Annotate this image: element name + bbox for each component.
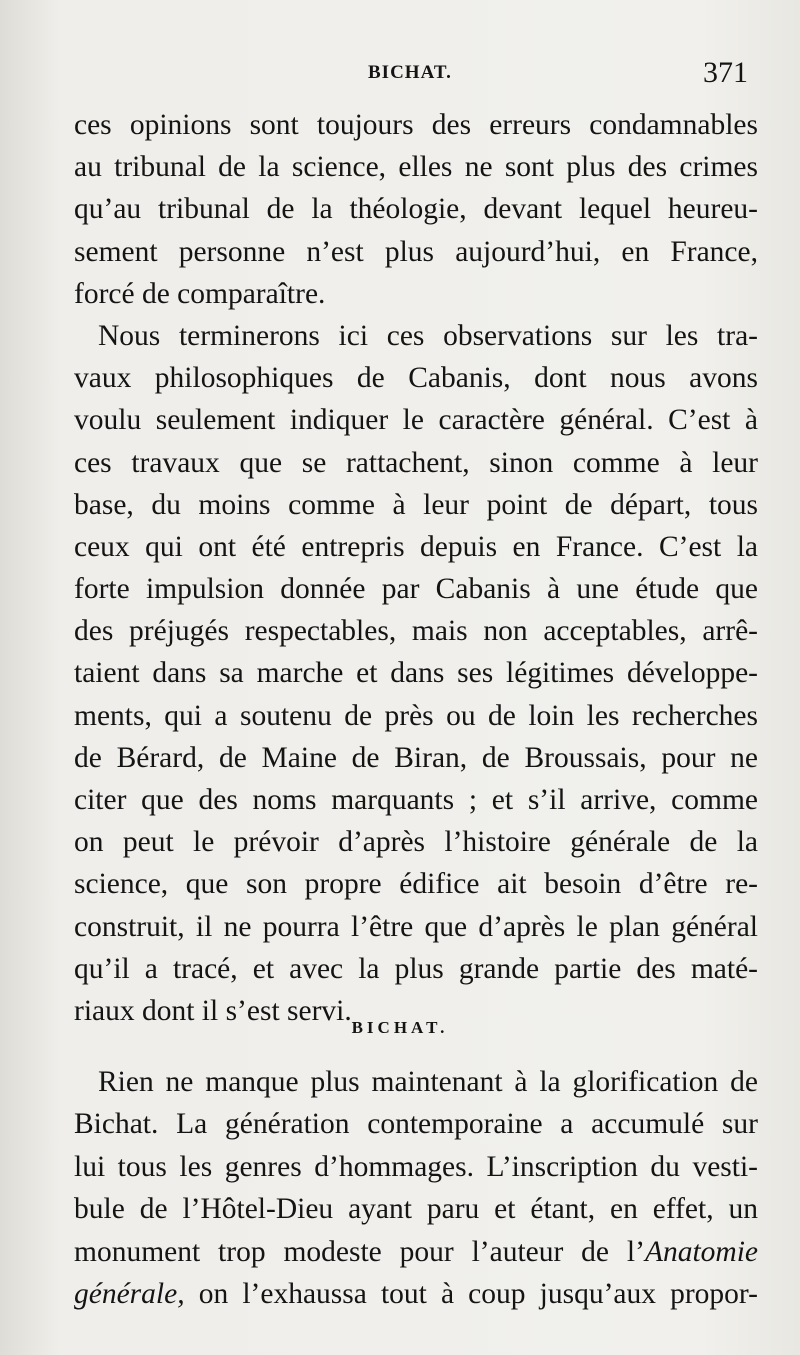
text-line: lui tous les genres d’hommages. L’inscription du vesti- [74,1150,758,1183]
page-header [0,56,800,96]
running-title: BICHAT. [368,62,452,83]
text-line: Rien ne manque plus maintenant à la glorification de [98,1066,758,1098]
body-text-upper [74,104,758,1032]
text-line: construit, il ne pourra l’être que d’après le plan général [74,910,758,943]
text-line: sement personne n’est plus aujourd’hui, en France, [74,235,758,268]
italic-title-text: générale, [74,1277,185,1310]
italic-title-text: Anatomie [644,1235,758,1268]
text-line: ces travaux que se rattachent, sinon comme à leur [74,446,758,479]
text-line: de Bérard, de Maine de Biran, de Broussais, pour ne [74,741,758,774]
text-line [74,1273,758,1315]
text-line: ceux qui ont été entrepris depuis en France. C’est la [74,530,758,563]
text-line: voulu seulement indiquer le caractère général. C’est à [74,404,758,437]
text-line: forte impulsion donnée par Cabanis à une étude que [74,573,758,606]
text-line: riaux dont il s’est servi. [74,994,352,1027]
text-line: forcé de comparaître. [74,277,326,310]
paragraph-3 [74,1061,758,1315]
body-text-lower [74,1061,758,1315]
text-line: citer que des noms marquants ; et s’il arrive, comme [74,784,758,816]
text-line: Nous terminerons ici ces observations sur les tra- [98,319,758,352]
text-line: taient dans sa marche et dans ses légitimes développe- [74,657,758,690]
text-line: vaux philosophiques de Cabanis, dont nous avons [74,362,758,395]
text-line: on peut le prévoir d’après l’histoire générale de la [74,826,758,859]
page-number: 371 [703,56,748,89]
text-line: ces opinions sont toujours des erreurs condamnables [74,109,758,141]
text-line: base, du moins comme à leur point de départ, tous [74,488,758,521]
text-run: on l’exhaussa tout à coup jusqu’aux propor- [184,1277,758,1310]
section-heading: BICHAT. [351,1018,449,1037]
text-line: science, que son propre édifice ait besoin d’être re- [74,868,758,901]
paragraph-2 [74,315,758,1032]
text-line: bule de l’Hôtel-Dieu ayant paru et étant, en effet, un [74,1193,758,1226]
text-line: Bichat. La génération contemporaine a accumulé sur [74,1108,758,1141]
paragraph-1 [74,104,758,315]
text-line: ments, qui a soutenu de près ou de loin les recherches [74,699,758,732]
text-line: qu’il a tracé, et avec la plus grande partie des maté- [74,952,758,985]
text-line: des préjugés respectables, mais non acceptables, arrê- [74,615,758,648]
text-line [74,1231,758,1273]
text-line: qu’au tribunal de la théologie, devant lequel heureu- [74,193,758,226]
text-line: au tribunal de la science, elles ne sont plus des crimes [74,151,758,184]
text-run: monument trop modeste pour l’auteur de l’ [74,1235,645,1268]
